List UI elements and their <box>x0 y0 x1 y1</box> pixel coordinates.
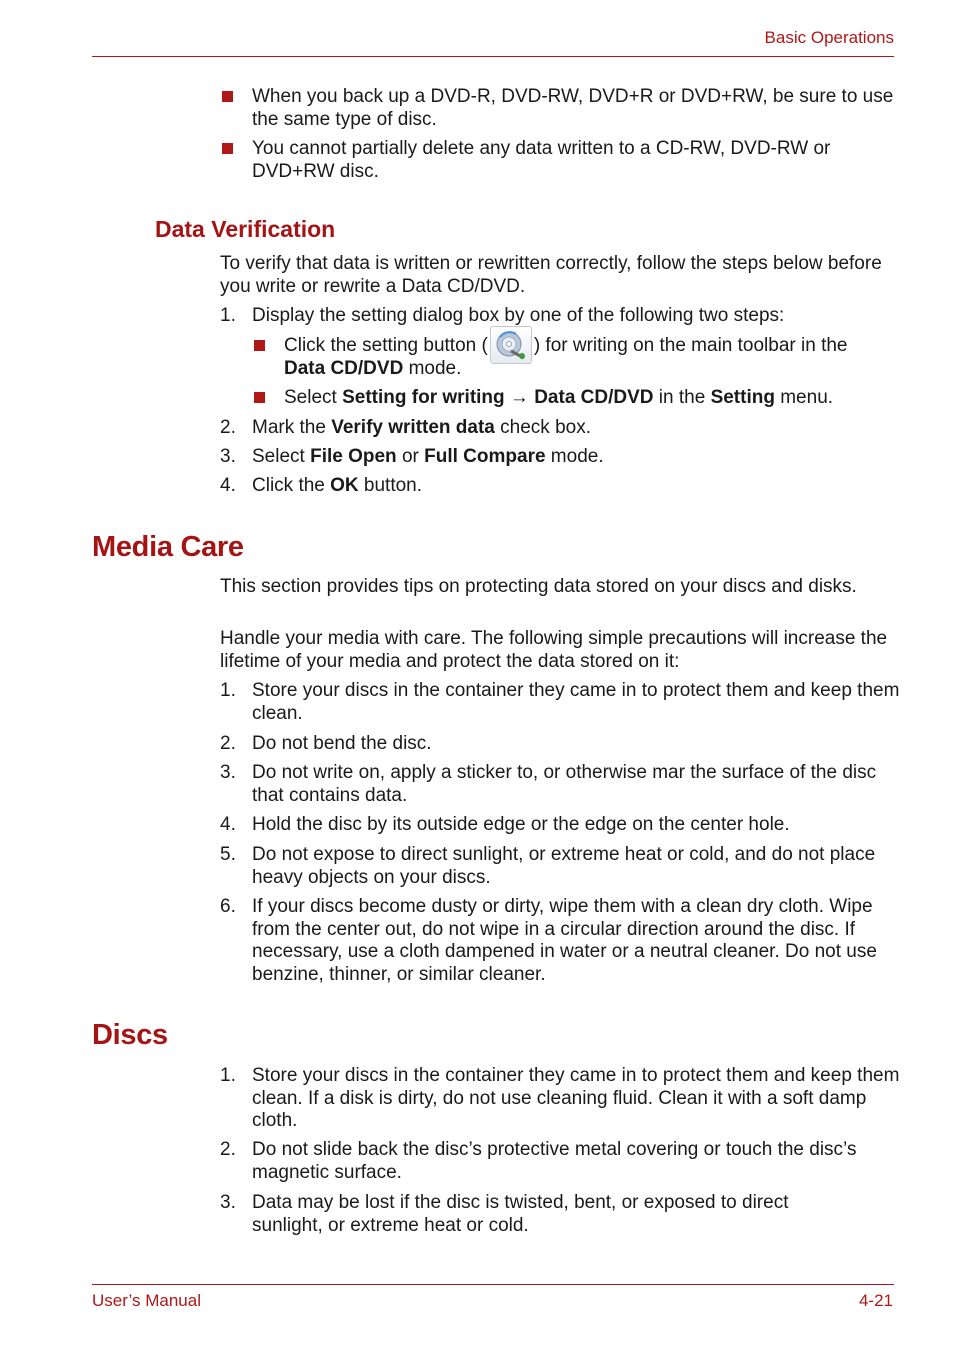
text-fragment: ) for writing on the main toolbar in the <box>533 335 848 356</box>
bullet-text: When you back up a DVD-R, DVD-RW, DVD+R or DVD+RW, be sure to use the same type of disc. <box>252 86 894 130</box>
list-item-text: Store your discs in the container they came in to protect them and keep them clean. <box>252 680 900 724</box>
text-fragment: menu. <box>774 387 834 408</box>
text-bold: Data CD/DVD <box>534 387 654 408</box>
list-item-text: Display the setting dialog box by one of the following two steps: <box>252 305 785 326</box>
paragraph: To verify that data is written or rewritten correctly, follow the steps below before you write or rewrite a Data CD/DVD. <box>220 253 882 297</box>
text-bold: Verify written data <box>331 417 495 438</box>
list-item-text: Data may be lost if the disc is twisted, bent, or exposed to direct sunlight, or extreme heat or cold. <box>252 1192 789 1236</box>
list-number: 6. <box>220 896 236 917</box>
text-bold: Setting <box>710 387 775 408</box>
list-number: 4. <box>220 475 236 496</box>
list-number: 5. <box>220 844 236 865</box>
list-item-text: Do not slide back the disc’s protective metal covering or touch the disc’s magnetic surface. <box>252 1139 857 1183</box>
list-number: 2. <box>220 417 236 438</box>
text-bold: Full Compare <box>424 446 546 467</box>
text-fragment: mode. <box>403 357 462 379</box>
text-bold: Setting for writing <box>342 387 505 408</box>
footer-rule <box>92 1284 894 1285</box>
list-number: 1. <box>220 305 236 326</box>
square-bullet-icon <box>254 340 265 351</box>
text-fragment: Click the setting button ( <box>284 335 488 356</box>
running-header-title: Basic Operations <box>764 28 894 47</box>
list-number: 3. <box>220 446 236 467</box>
text-bold: OK <box>330 475 359 496</box>
list-number: 1. <box>220 680 236 701</box>
list-item-text: If your discs become dusty or dirty, wipe them with a clean dry cloth. Wipe from the center out, do not wipe in a circular direction around the disc. If necessary, use a cloth dampened in water or a neutral cleaner. Do not use benzine, thinner, or similar cleaner. <box>252 896 877 985</box>
list-item-text: Store your discs in the container they came in to protect them and keep them clean. If a disk is dirty, do not use cleaning fluid. Clean it with a soft damp cloth. <box>252 1065 900 1131</box>
list-number: 3. <box>220 1192 236 1213</box>
arrow-icon: → <box>504 387 535 408</box>
section-heading-media-care: Media Care <box>92 531 244 563</box>
list-number: 3. <box>220 762 236 783</box>
list-item-text <box>252 475 902 498</box>
list-item-text: Do not bend the disc. <box>252 733 432 754</box>
list-number: 4. <box>220 814 236 835</box>
text-fragment: Select <box>284 387 343 408</box>
setting-button-icon <box>490 326 532 364</box>
text-fragment: Mark the <box>252 417 332 438</box>
text-bold: Data CD/DVD <box>284 357 404 379</box>
list-item-text: Hold the disc by its outside edge or the edge on the center hole. <box>252 814 790 835</box>
list-item-text <box>252 417 902 440</box>
text-fragment: check box. <box>494 417 591 438</box>
list-item-text: Do not expose to direct sunlight, or extreme heat or cold, and do not place heavy objects on your discs. <box>252 844 876 888</box>
text-fragment: or <box>396 446 425 467</box>
list-number: 1. <box>220 1065 236 1086</box>
list-number: 2. <box>220 1139 236 1160</box>
text-fragment: mode. <box>545 446 604 467</box>
list-item-text <box>252 446 902 469</box>
square-bullet-icon <box>222 143 233 154</box>
section-heading-data-verification: Data Verification <box>155 216 336 242</box>
sub-bullet-text <box>284 335 899 380</box>
section-heading-discs: Discs <box>92 1019 168 1051</box>
sub-bullet-text <box>284 387 899 410</box>
list-item-text: Do not write on, apply a sticker to, or otherwise mar the surface of the disc that contains data. <box>252 762 877 806</box>
footer-manual-title: User’s Manual <box>92 1291 201 1310</box>
bullet-text: You cannot partially delete any data written to a CD-RW, DVD-RW or DVD+RW disc. <box>252 138 831 182</box>
text-fragment: in the <box>653 387 711 408</box>
square-bullet-icon <box>254 392 265 403</box>
text-bold: File Open <box>310 446 397 467</box>
list-number: 2. <box>220 733 236 754</box>
text-fragment: button. <box>358 475 423 496</box>
text-fragment: Select <box>252 446 311 467</box>
square-bullet-icon <box>222 91 233 102</box>
paragraph: Handle your media with care. The following simple precautions will increase the lifetime of your media and protect the data stored on it: <box>220 628 888 672</box>
paragraph: This section provides tips on protecting data stored on your discs and disks. <box>220 576 857 597</box>
text-fragment: Click the <box>252 475 331 496</box>
page-number: 4-21 <box>858 1291 893 1310</box>
header-rule <box>92 56 894 57</box>
